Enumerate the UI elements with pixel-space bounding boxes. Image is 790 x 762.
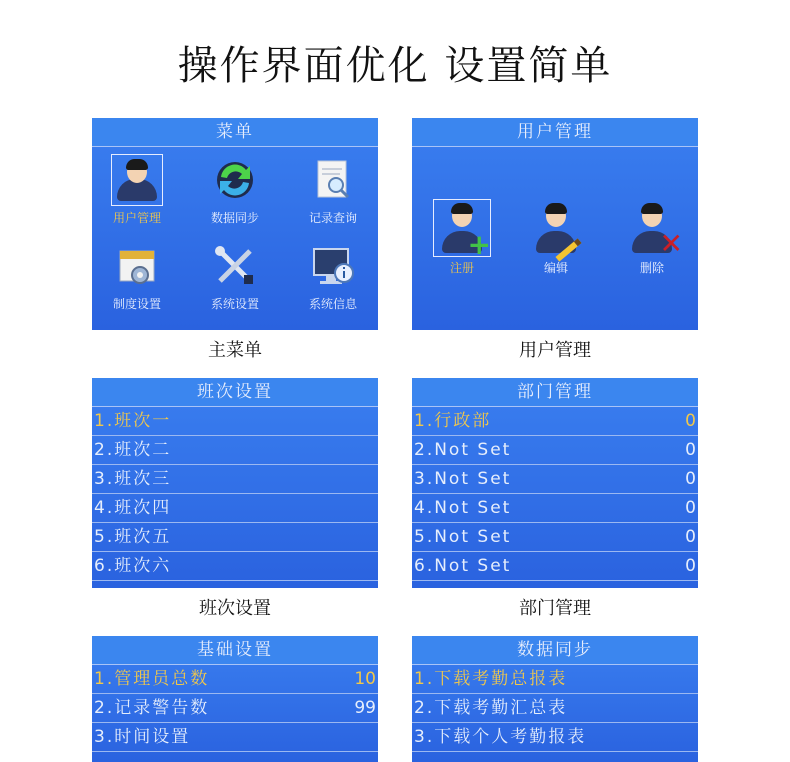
record-search-icon [310, 157, 356, 203]
dept-row[interactable] [412, 494, 698, 523]
user-option-label: 注册 [449, 261, 474, 275]
main-menu-screen [92, 118, 378, 330]
monitor-info-icon [310, 243, 356, 289]
data-sync-screen [412, 636, 698, 762]
shift-row-label: 2.班次二 [94, 440, 172, 460]
user-mgmt-options [412, 147, 698, 329]
delete-user-option[interactable] [612, 201, 692, 276]
dept-mgmt-caption: 部门管理 [519, 598, 591, 619]
basic-setting-label: 2.记录警告数 [94, 698, 210, 718]
basic-setting-label: 3.时间设置 [94, 727, 191, 747]
dept-row-label: 2.Not Set [414, 440, 512, 460]
shift-row[interactable] [92, 465, 378, 494]
shift-settings-title: 班次设置 [92, 378, 378, 407]
shift-settings-screen [92, 378, 378, 588]
main-menu-title: 菜单 [92, 118, 378, 147]
dept-row-label: 1.行政部 [414, 411, 492, 431]
shift-row[interactable] [92, 436, 378, 465]
basic-setting-value: 10 [354, 669, 376, 689]
dept-mgmt-title: 部门管理 [412, 378, 698, 407]
user-option-label: 删除 [639, 261, 664, 275]
dept-row[interactable] [412, 465, 698, 494]
basic-setting-row[interactable] [92, 694, 378, 723]
shift-row-label: 4.班次四 [94, 498, 172, 518]
headline: 操作界面优化 设置简单 [177, 43, 613, 89]
dept-row-count: 0 [685, 440, 696, 460]
delete-user-icon: ✕ [625, 201, 679, 255]
dept-row-count: 0 [685, 498, 696, 518]
dept-row-label: 6.Not Set [414, 556, 512, 576]
add-user-icon: + [435, 201, 489, 255]
data-sync-title: 数据同步 [412, 636, 698, 665]
dept-row[interactable] [412, 523, 698, 552]
user-icon [114, 157, 160, 203]
dept-row-label: 3.Not Set [414, 469, 512, 489]
basic-setting-row[interactable] [92, 723, 378, 752]
dept-row-label: 4.Not Set [414, 498, 512, 518]
main-menu-caption: 主菜单 [208, 340, 262, 361]
register-user-option[interactable] [422, 201, 502, 276]
data-sync-row[interactable] [412, 723, 698, 752]
user-mgmt-screen [412, 118, 698, 330]
basic-settings-title: 基础设置 [92, 636, 378, 665]
edit-user-icon [529, 201, 583, 255]
basic-setting-value: 99 [354, 698, 376, 718]
data-sync-row[interactable] [412, 694, 698, 723]
menu-item-record-search[interactable] [288, 157, 378, 226]
menu-item-data-sync[interactable] [190, 157, 280, 226]
shift-row[interactable] [92, 407, 378, 436]
data-sync-label: 1.下载考勤总报表 [414, 669, 568, 689]
menu-item-label: 用户管理 [112, 211, 161, 225]
basic-setting-row[interactable] [92, 665, 378, 694]
sync-icon [212, 157, 258, 203]
shift-row[interactable] [92, 494, 378, 523]
menu-item-system-settings[interactable] [190, 243, 280, 312]
user-mgmt-caption: 用户管理 [519, 340, 591, 361]
basic-settings-screen [92, 636, 378, 762]
user-option-label: 编辑 [543, 261, 568, 275]
edit-user-option[interactable] [516, 201, 596, 276]
shift-row-label: 6.班次六 [94, 556, 172, 576]
user-mgmt-title: 用户管理 [412, 118, 698, 147]
menu-item-label: 数据同步 [210, 211, 259, 225]
dept-row[interactable] [412, 407, 698, 436]
shift-row-label: 1.班次一 [94, 411, 172, 431]
shift-settings-caption: 班次设置 [199, 598, 271, 619]
basic-setting-label: 1.管理员总数 [94, 669, 210, 689]
shift-row[interactable] [92, 552, 378, 581]
dept-row-count: 0 [685, 527, 696, 547]
dept-row[interactable] [412, 552, 698, 581]
dept-row-label: 5.Not Set [414, 527, 512, 547]
dept-mgmt-screen [412, 378, 698, 588]
shift-row-label: 5.班次五 [94, 527, 172, 547]
dept-row-count: 0 [685, 411, 696, 431]
dept-row-count: 0 [685, 469, 696, 489]
shift-row[interactable] [92, 523, 378, 552]
menu-item-policy-settings[interactable] [92, 243, 182, 312]
shift-row-label: 3.班次三 [94, 469, 172, 489]
menu-item-system-info[interactable] [288, 243, 378, 312]
data-sync-label: 3.下载个人考勤报表 [414, 727, 587, 747]
data-sync-row[interactable] [412, 665, 698, 694]
calendar-settings-icon [114, 243, 160, 289]
menu-item-label: 记录查询 [308, 211, 357, 225]
main-menu-grid [92, 147, 378, 329]
menu-item-label: 制度设置 [112, 297, 161, 311]
menu-item-label: 系统设置 [210, 297, 259, 311]
tools-icon [212, 243, 258, 289]
menu-item-user-mgmt[interactable] [92, 157, 182, 226]
dept-row-count: 0 [685, 556, 696, 576]
menu-item-label: 系统信息 [308, 297, 357, 311]
data-sync-label: 2.下载考勤汇总表 [414, 698, 568, 718]
dept-row[interactable] [412, 436, 698, 465]
